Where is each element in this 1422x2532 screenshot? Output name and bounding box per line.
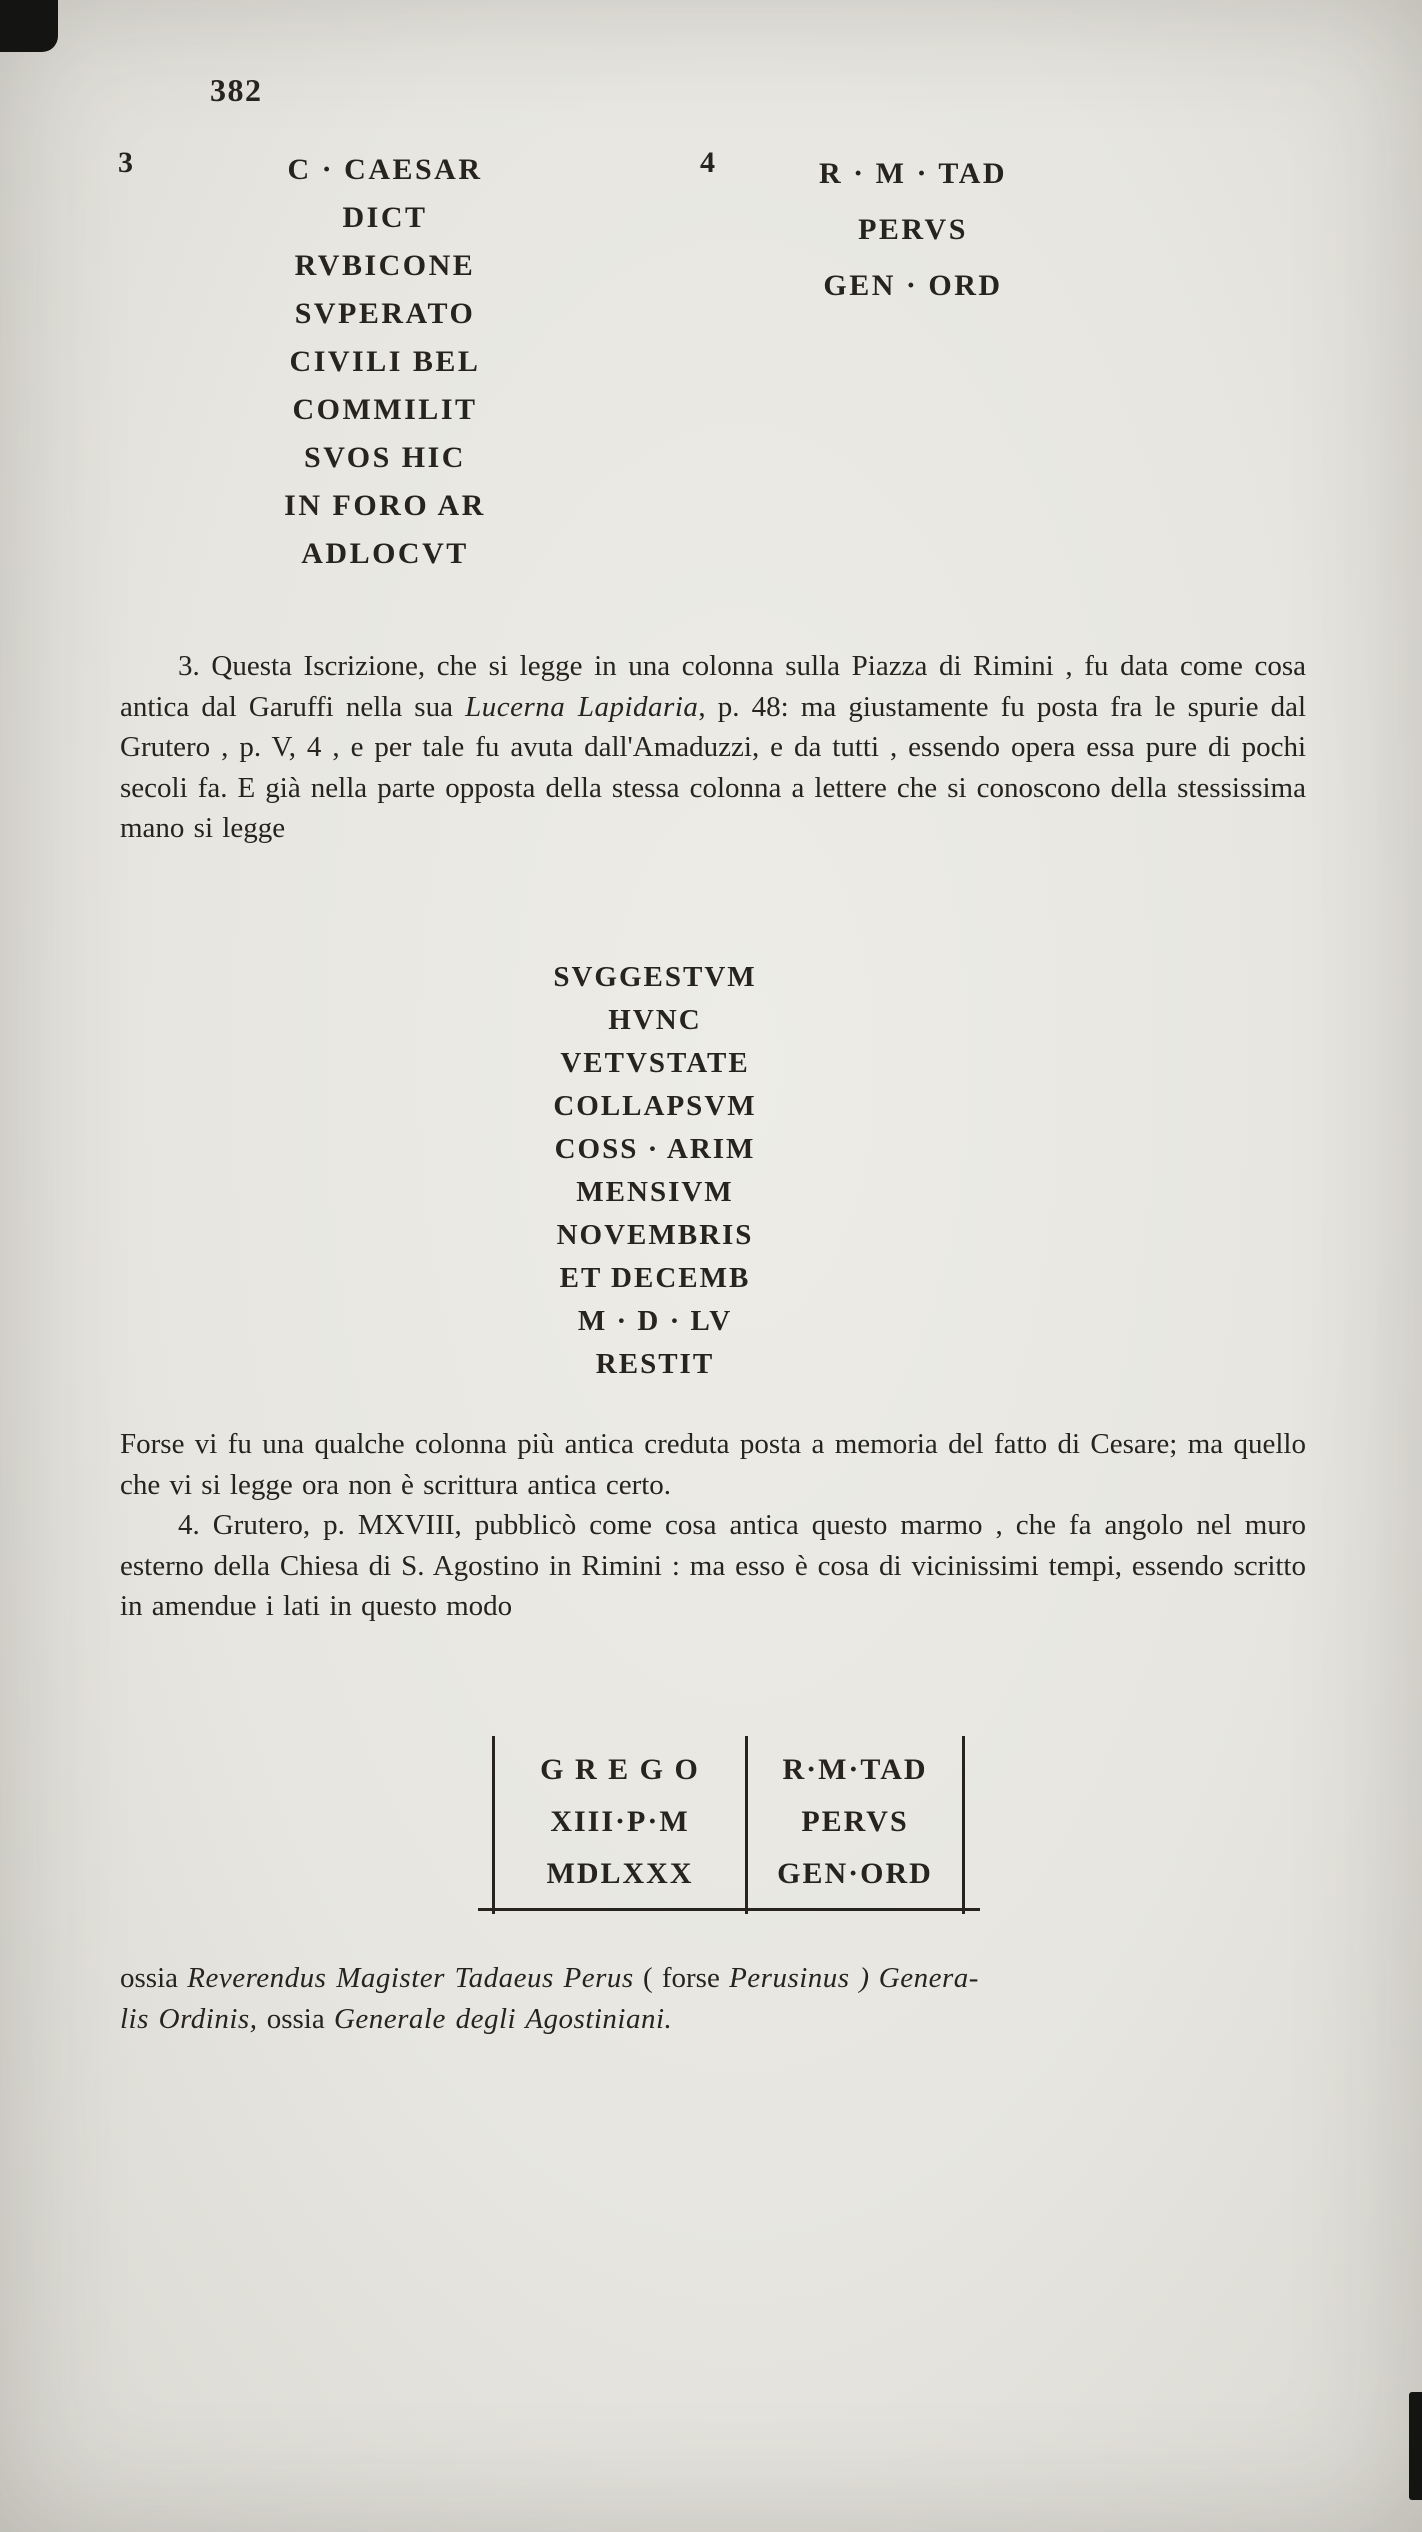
text-segment: ossia xyxy=(257,2003,334,2035)
text-segment: Reverendus Magister Tadaeus Perus xyxy=(187,1962,634,1994)
inscription-line: MDLXXX xyxy=(546,1857,694,1890)
inscription-3-text xyxy=(245,146,525,578)
text-segment: Genera- xyxy=(878,1962,979,1994)
scan-artifact-top-left xyxy=(0,0,58,52)
text-segment: Lucerna Lapidaria xyxy=(465,690,699,723)
inscription-line: RVBICONE xyxy=(294,249,476,282)
text-segment: 3. Questa Iscrizione, che si legge in una colonna sulla Piazza di Rimini , fu data come cosa antica dal Garuffi nella sua xyxy=(120,650,1306,723)
text-segment: Forse vi fu una qualche colonna più antica creduta posta a memoria del fatto di Cesare; ma quello che vi si legge ora non è scrittura antica certo. xyxy=(120,1428,1306,1501)
inscription-4-number: 4 xyxy=(700,146,715,179)
column-inscription xyxy=(110,956,1200,1386)
inscription-line: SVPERATO xyxy=(294,297,476,330)
inscription-line: PERVS xyxy=(858,213,968,246)
text-segment: , p. 48: ma giustamente fu posta fra le spurie dal Grutero , p. V, 4 , e per tale fu avuta dall'Amaduzzi, e da tutti , essendo opera essa pure di pochi secoli fa. E già nella parte opposta della stessa colonna a lettere che si conoscono della stessissima mano si legge xyxy=(120,690,1306,844)
text-segment: ( forse xyxy=(633,1962,730,1994)
inscription-line: COSS · ARIM xyxy=(554,1133,756,1165)
inscription-line: XIII·P·M xyxy=(550,1805,690,1838)
inscription-line: SVGGESTVM xyxy=(553,961,757,993)
page-number: 382 xyxy=(210,72,263,108)
inscription-line: ADLOCVT xyxy=(301,537,469,570)
inscription-line: G R E G O xyxy=(540,1753,700,1786)
inscription-line: PERVS xyxy=(801,1805,909,1838)
inscription-line: HVNC xyxy=(608,1004,702,1036)
inscription-line: ET DECEMB xyxy=(559,1262,751,1294)
inscription-3-number: 3 xyxy=(118,146,133,179)
marble-inscription-table xyxy=(492,1736,965,1914)
inscription-line: COMMILIT xyxy=(292,393,478,426)
paragraph-iscrizione xyxy=(120,646,1306,849)
inscription-line: IN FORO AR xyxy=(284,489,486,522)
inscription-4-text xyxy=(788,146,1038,314)
inscription-line: DICT xyxy=(342,201,428,234)
inscription-line: VETVSTATE xyxy=(560,1047,750,1079)
text-segment: lis Ordinis, xyxy=(120,2003,258,2035)
paragraph-ossia-line-2 xyxy=(120,1999,1306,2040)
text-segment: Generale degli Agostiniani. xyxy=(333,2003,673,2035)
marble-table-left-cell xyxy=(492,1736,748,1914)
inscription-line: GEN · ORD xyxy=(823,269,1003,302)
inscription-line: SVOS HIC xyxy=(304,441,466,474)
inscription-line: NOVEMBRIS xyxy=(556,1219,754,1251)
inscription-line: GEN·ORD xyxy=(777,1857,933,1890)
marble-table-right-cell xyxy=(748,1736,965,1914)
paragraph-grutero xyxy=(120,1505,1306,1627)
inscription-line: RESTIT xyxy=(595,1348,715,1380)
marble-table-bottom-rule xyxy=(478,1908,980,1911)
inscription-line: R·M·TAD xyxy=(782,1753,928,1786)
inscription-line: C · CAESAR xyxy=(287,153,483,186)
text-segment: ossia xyxy=(120,1962,188,1994)
paragraph-forse xyxy=(120,1424,1306,1505)
text-segment: 4. Grutero, p. MXVIII, pubblicò come cosa antica questo marmo , che fa angolo nel muro esterno della Chiesa di S. Agostino in Rimini : ma esso è cosa di vicinissimi tempi, essendo scritto in amendue i lati in questo modo xyxy=(120,1509,1306,1622)
text-segment: Perusinus ) xyxy=(729,1962,870,1994)
inscription-line: COLLAPSVM xyxy=(553,1090,757,1122)
inscription-line: M · D · LV xyxy=(577,1305,733,1337)
text-segment xyxy=(870,1962,879,1994)
inscription-line: CIVILI BEL xyxy=(289,345,481,378)
inscription-line: MENSIVM xyxy=(576,1176,734,1208)
inscription-line: R · M · TAD xyxy=(818,157,1008,190)
scan-artifact-bottom-right xyxy=(1409,2392,1422,2500)
paragraph-ossia-line-1 xyxy=(120,1958,1306,1999)
